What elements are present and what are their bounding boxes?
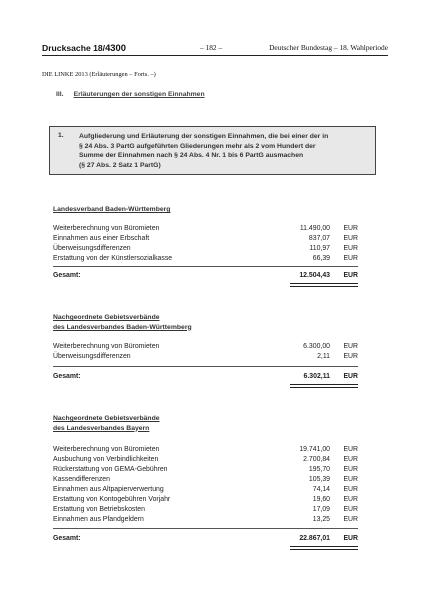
item-amount: 2,11 [317, 353, 330, 360]
box-line: Aufgliederung und Erläuterung der sonstigen Einnahmen, die bei einer der in [79, 133, 329, 140]
item-label: Einnahmen aus Altpapierverwertung [53, 486, 164, 493]
item-currency: EUR [343, 486, 358, 493]
total-currency: EUR [343, 535, 358, 542]
group-heading-line: Nachgeordnete Gebietsverbände [53, 415, 160, 422]
publisher: Deutscher Bundestag – 18. Wahlperiode [269, 43, 388, 52]
total-currency: EUR [343, 272, 358, 279]
item-label: Einnahmen aus einer Erbschaft [53, 235, 150, 242]
group-heading [53, 313, 192, 332]
total-label: Gesamt: [53, 373, 81, 380]
group-total [53, 272, 358, 282]
section-numeral: III. [56, 91, 64, 98]
list-item [53, 496, 358, 506]
drucksache-label [42, 42, 126, 53]
item-amount: 19.741,00 [299, 446, 330, 453]
group-heading [53, 205, 170, 215]
item-amount: 6.300,00 [303, 343, 330, 350]
item-label: Ausbuchung von Verbindlichkeiten [53, 456, 159, 463]
total-amount: 12.504,43 [299, 272, 330, 279]
item-amount: 195,70 [308, 466, 330, 473]
divider [53, 528, 358, 529]
document-subtitle: DIE LINKE 2013 (Erläuterungen – Forts. –) [42, 71, 156, 78]
item-amount: 110,97 [309, 245, 330, 252]
list-item [53, 225, 358, 235]
list-item [53, 476, 358, 486]
box-line: § 24 Abs. 3 PartG aufgeführten Gliederungen mehr als 2 vom Hundert der [79, 142, 316, 150]
total-label: Gesamt: [53, 535, 81, 542]
item-currency: EUR [343, 245, 358, 252]
group-total [53, 535, 358, 545]
item-amount: 66,39 [312, 255, 330, 262]
explanation-box [49, 126, 376, 175]
item-amount: 74,14 [312, 486, 330, 493]
item-amount: 105,39 [308, 476, 330, 483]
list-item [53, 245, 358, 255]
group-heading-line: Landesverband Baden-Württemberg [53, 206, 171, 213]
double-underline [290, 546, 358, 550]
header-rule [42, 55, 388, 56]
item-amount: 19,60 [312, 496, 330, 503]
total-amount: 6.302,11 [303, 373, 330, 380]
drucksache-number: 4300 [105, 42, 126, 53]
item-currency: EUR [343, 466, 358, 473]
list-item [53, 343, 358, 353]
group-total [53, 373, 358, 383]
group-heading-line: des Landesverbandes Bayern [53, 424, 150, 432]
item-currency: EUR [343, 446, 358, 453]
item-currency: EUR [343, 255, 358, 262]
item-currency: EUR [343, 456, 358, 463]
item-currency: EUR [343, 343, 358, 350]
section-heading [56, 91, 205, 98]
item-label: Weiterberechnung von Büromieten [53, 225, 160, 232]
list-item [53, 456, 358, 466]
drucksache-prefix: Drucksache 18/ [42, 43, 106, 53]
item-currency: EUR [343, 225, 358, 232]
total-amount: 22.867,01 [299, 535, 330, 542]
item-label: Erstattung von Kontogebühren Vorjahr [53, 496, 171, 503]
item-label: Einnahmen aus Pfandgeldern [53, 516, 144, 523]
item-label: Überweisungsdifferenzen [53, 353, 131, 360]
list-item [53, 466, 358, 476]
list-item [53, 506, 358, 516]
box-number: 1. [58, 132, 64, 139]
section-title: Erläuterungen der sonstigen Einnahmen [73, 91, 205, 98]
item-label: Weiterberechnung von Büromieten [53, 446, 160, 453]
item-label: Rückerstattung von GEMA-Gebühren [53, 466, 168, 473]
list-item [53, 353, 358, 363]
item-label: Weiterberechnung von Büromieten [53, 343, 160, 350]
list-item [53, 446, 358, 456]
item-currency: EUR [343, 353, 358, 360]
box-text [79, 132, 369, 170]
list-item [53, 516, 358, 526]
total-label: Gesamt: [53, 272, 81, 279]
item-amount: 2.700,84 [303, 456, 330, 463]
item-amount: 837,07 [308, 235, 330, 242]
double-underline [290, 283, 358, 287]
item-label: Erstattung von Betriebskosten [53, 506, 145, 513]
item-currency: EUR [343, 506, 358, 513]
box-line: Summe der Einnahmen nach § 24 Abs. 4 Nr. 1 bis 6 PartG ausmachen [79, 152, 304, 160]
page-header [42, 42, 388, 54]
item-amount: 17,09 [312, 506, 330, 513]
item-label: Erstattung von der Künstlersozialkasse [53, 255, 173, 262]
item-amount: 11.490,00 [299, 225, 330, 232]
list-item [53, 486, 358, 496]
double-underline [290, 384, 358, 388]
page-number: – 182 – [200, 43, 223, 52]
item-currency: EUR [343, 516, 358, 523]
group-heading-line: des Landesverbandes Baden-Württemberg [53, 323, 192, 331]
divider [53, 266, 358, 267]
group-heading [53, 414, 160, 433]
item-label: Überweisungsdifferenzen [53, 245, 131, 252]
divider [53, 366, 358, 367]
item-amount: 13,25 [312, 516, 330, 523]
total-currency: EUR [343, 373, 358, 380]
box-line: (§ 27 Abs. 2 Satz 1 PartG) [79, 161, 161, 169]
group-heading-line: Nachgeordnete Gebietsverbände [53, 314, 160, 321]
item-currency: EUR [343, 496, 358, 503]
item-label: Kassendifferenzen [53, 476, 110, 483]
list-item [53, 235, 358, 245]
item-currency: EUR [343, 235, 358, 242]
item-currency: EUR [343, 476, 358, 483]
list-item [53, 255, 358, 265]
